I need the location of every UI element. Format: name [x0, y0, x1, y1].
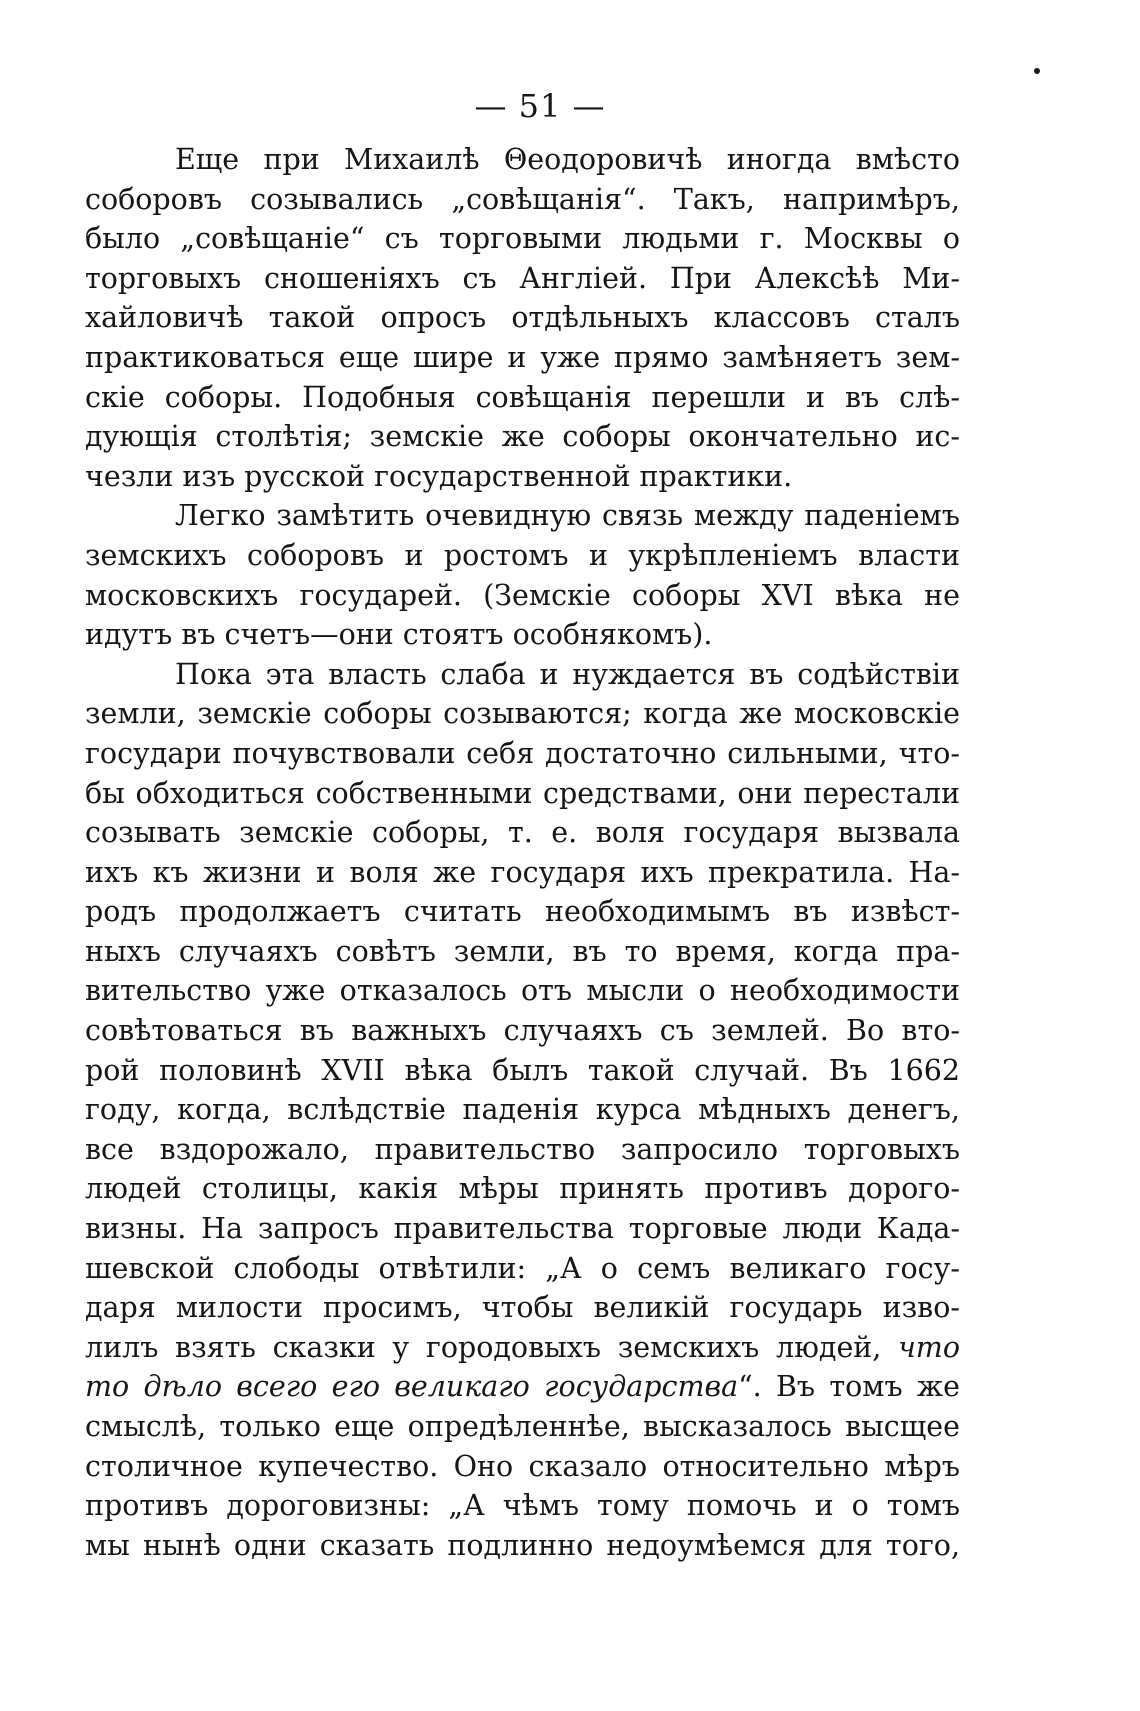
text-line: Легко замѣтить очевидную связь между паденіемъ — [175, 499, 960, 533]
text-line: шевской слободы отвѣтили: „А о семъ великаго госу- — [85, 1251, 960, 1285]
text-line: чезли изъ русской государственной практики. — [85, 459, 793, 493]
text-line: созывать земскіе соборы, т. е. воля государя вызвала — [85, 816, 960, 850]
text-line: ныхъ случаяхъ совѣтъ земли, въ то время, когда пра- — [85, 934, 960, 968]
text-line: ихъ къ жизни и воля же государя ихъ прекратила. На- — [85, 855, 960, 889]
text-line: земскихъ соборовъ и ростомъ и укрѣпленіемъ власти — [85, 538, 960, 572]
text-segment: лилъ взять сказки у городовыхъ земскихъ людей, — [85, 1330, 882, 1364]
text-line: дующія столѣтія; земскіе же соборы окончательно ис- — [85, 420, 960, 454]
text-line: скіе соборы. Подобныя совѣщанія перешли и въ слѣ- — [85, 380, 960, 414]
text-line: торговыхъ сношеніяхъ съ Англіей. При Алексѣѣ Ми- — [85, 261, 960, 295]
text-line: смыслѣ, только еще опредѣленнѣе, высказалось высщее — [85, 1410, 960, 1443]
text-line: вительство уже отказалось отъ мысли о необходимости — [85, 974, 960, 1008]
text-line-mixed — [85, 1328, 960, 1368]
text-line: хайловичѣ такой опросъ отдѣльныхъ классовъ сталъ — [85, 301, 960, 335]
text-line: московскихъ государей. (Земскіе соборы XVI вѣка не — [85, 578, 960, 612]
text-line: Пока эта власть слаба и нуждается въ содѣйствіи — [175, 657, 960, 691]
text-line: столичное купечество. Оно сказало относительно мѣръ — [85, 1449, 960, 1483]
text-line: практиковаться еще шире и уже прямо замѣняетъ зем- — [85, 340, 960, 374]
text-line: бы обходиться собственными средствами, они перестали — [85, 776, 960, 810]
text-line: совѣтоваться въ важныхъ случаяхъ съ землей. Во вто- — [85, 1014, 960, 1048]
page-number: — 51 — — [474, 87, 606, 125]
print-speck — [1034, 68, 1040, 74]
body-text — [85, 140, 960, 1565]
text-line-mixed — [85, 1367, 960, 1407]
text-line: рой половинѣ XVII вѣка былъ такой случай. Въ 1662 — [85, 1053, 960, 1087]
text-line: государи почувствовали себя достаточно сильными, что- — [85, 736, 960, 770]
italic-text-segment: то дѣло всего его великаго государства — [85, 1370, 739, 1404]
text-line: идутъ въ счетъ—они стоятъ особнякомъ). — [85, 618, 713, 652]
text-line: визны. На запросъ правительства торговые люди Када- — [85, 1212, 960, 1246]
text-line: мы нынѣ одни сказать подлинно недоумѣемся для того, — [85, 1528, 960, 1562]
text-line: все вздорожало, правительство запросило торговыхъ — [85, 1132, 960, 1166]
text-line: противъ дороговизны: „А чѣмъ тому помочь и о томъ — [85, 1489, 960, 1523]
italic-text-segment: что — [898, 1330, 960, 1364]
text-line: земли, земскіе соборы созываются; когда же московскіе — [85, 697, 960, 731]
text-line: людей столицы, какія мѣры принять противъ дорого- — [85, 1172, 960, 1206]
text-line: году, когда, вслѣдствіе паденія курса мѣдныхъ денегъ, — [85, 1093, 960, 1127]
text-segment: “. Въ томъ же — [738, 1370, 960, 1404]
text-line: было „совѣщаніе“ съ торговыми людьми г. Москвы о — [85, 222, 960, 256]
text-line: Еще при Михаилѣ Θеодоровичѣ иногда вмѣсто — [175, 143, 960, 176]
text-line: родъ продолжаетъ считать необходимымъ въ извѣст- — [85, 895, 960, 929]
text-line: даря милости просимъ, чтобы великій государь изво- — [85, 1291, 960, 1325]
text-line: соборовъ созывались „совѣщанія“. Такъ, напримѣръ, — [85, 182, 960, 216]
